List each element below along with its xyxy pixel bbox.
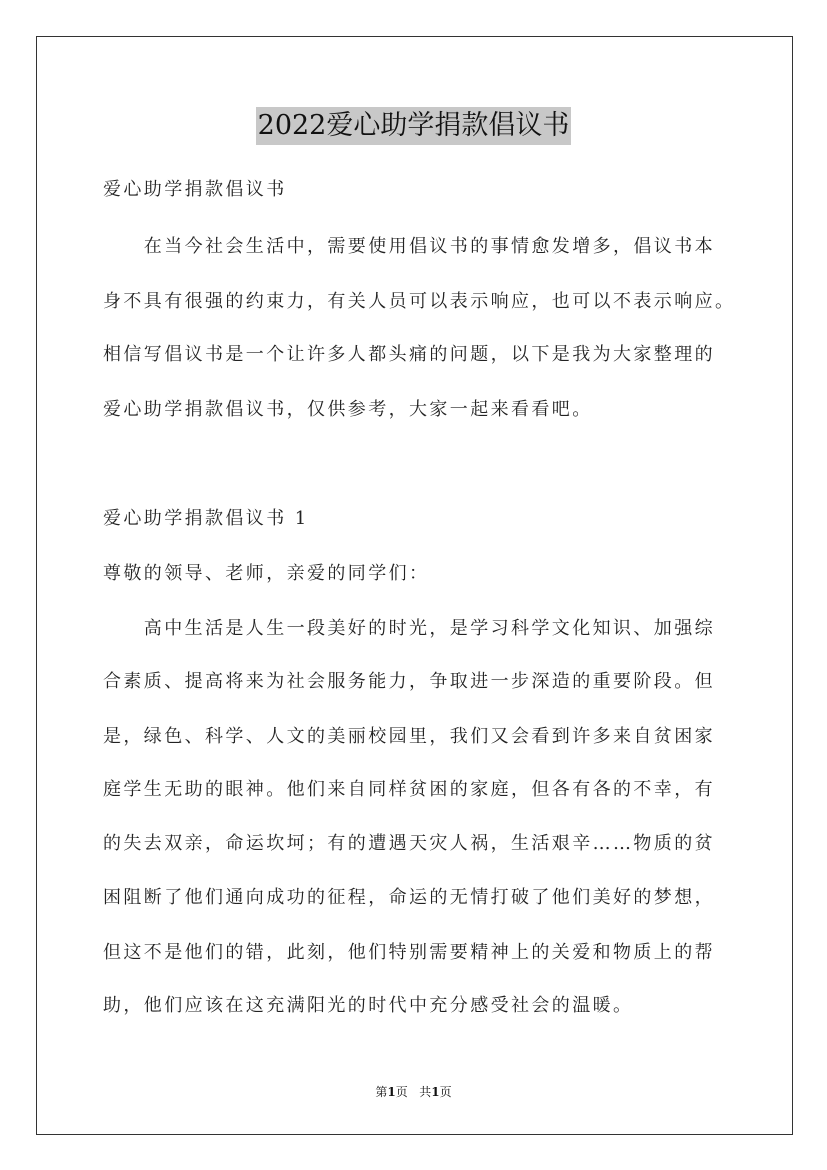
paragraph-line: 是，绿色、科学、人文的美丽校园里，我们又会看到许多来自贫困家 [103,726,715,747]
paragraph-line: 助，他们应该在这充满阳光的时代中充分感受社会的温暖。 [103,995,634,1016]
paragraph-line: 爱心助学捐款倡议书，仅供参考，大家一起来看看吧。 [103,399,593,420]
section-heading: 爱心助学捐款倡议书 [103,179,287,200]
paragraph-line: 的失去双亲，命运坎坷；有的遭遇天灾人祸，生活艰辛……物质的贫 [103,833,715,854]
paragraph-line: 身不具有很强的约束力，有关人员可以表示响应，也可以不表示响应。 [103,291,736,312]
section-heading: 爱心助学捐款倡议书 1 [103,508,309,529]
paragraph-line: 困阻断了他们通向成功的征程，命运的无情打破了他们美好的梦想， [103,887,715,908]
document-title [0,104,827,145]
salutation: 尊敬的领导、老师，亲爱的同学们： [103,563,430,584]
paragraph-line: 高中生活是人生一段美好的时光，是学习科学文化知识、加强综 [103,618,715,639]
page-footer [0,1084,827,1100]
paragraph-line: 合素质、提高将来为社会服务能力，争取进一步深造的重要阶段。但 [103,671,715,692]
document-title-text: 2022爱心助学捐款倡议书 [256,107,572,145]
paragraph-line: 相信写倡议书是一个让许多人都头痛的问题，以下是我为大家整理的 [103,344,715,365]
page-number: 第1页 [375,1085,408,1099]
paragraph-line: 庭学生无助的眼神。他们来自同样贫困的家庭，但各有各的不幸，有 [103,779,715,800]
page-total: 共1页 [419,1085,452,1099]
paragraph-line: 在当今社会生活中，需要使用倡议书的事情愈发增多，倡议书本 [103,236,715,257]
paragraph-line: 但这不是他们的错，此刻，他们特别需要精神上的关爱和物质上的帮 [103,942,715,963]
